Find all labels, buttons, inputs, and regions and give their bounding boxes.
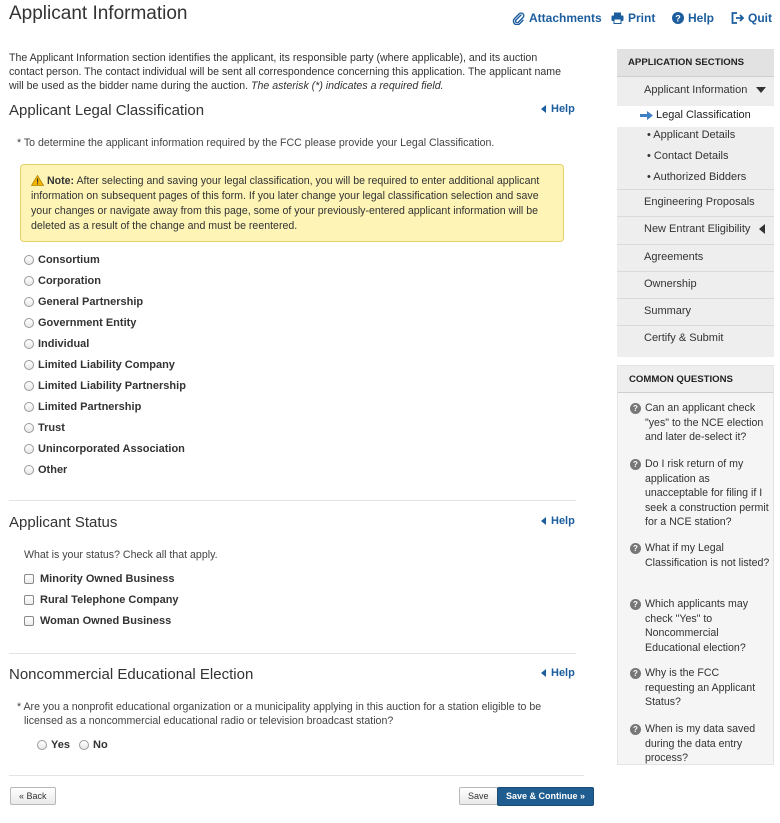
nce-question-line2: licensed as a noncommercial educational radio or television broadcast station? — [24, 715, 394, 727]
sidebar-item-certify-submit[interactable]: Certify & Submit — [644, 332, 724, 344]
question-icon: ? — [630, 724, 641, 735]
radio-button[interactable] — [37, 740, 47, 750]
question-link[interactable] — [630, 401, 770, 445]
question-text: Which applicants may check "Yes" to Noncommercial Educational election? — [645, 598, 749, 654]
help-label: Help — [551, 515, 575, 527]
status-minority-owned[interactable] — [24, 573, 174, 585]
nce-election-title: Noncommercial Educational Election — [9, 666, 254, 683]
caret-down-icon — [756, 87, 766, 93]
question-link[interactable] — [630, 666, 770, 710]
legal-option-government-entity[interactable] — [24, 317, 136, 329]
applicant-status-title: Applicant Status — [9, 514, 118, 531]
checkbox[interactable] — [24, 595, 34, 605]
help-label: Help — [551, 103, 575, 115]
checkbox[interactable] — [24, 574, 34, 584]
status-woman-owned[interactable] — [24, 615, 171, 627]
quit-link[interactable] — [731, 11, 772, 25]
legal-option-llc[interactable] — [24, 359, 175, 371]
warning-icon — [31, 175, 44, 186]
option-label: Corporation — [38, 275, 101, 287]
sidebar-divider — [617, 216, 774, 217]
status-question: What is your status? Check all that apply. — [24, 549, 218, 561]
common-questions-header: COMMON QUESTIONS — [618, 366, 773, 393]
radio-button[interactable] — [24, 402, 34, 412]
sidebar-divider — [617, 189, 774, 190]
printer-icon — [611, 12, 624, 24]
option-label: Limited Liability Company — [38, 359, 175, 371]
sign-out-icon — [731, 12, 744, 24]
page-title: Applicant Information — [9, 3, 188, 24]
help-label: Help — [688, 11, 715, 25]
print-label: Print — [628, 11, 656, 25]
sidebar-divider — [617, 325, 774, 326]
radio-button[interactable] — [24, 465, 34, 475]
radio-button[interactable] — [24, 339, 34, 349]
back-button[interactable]: « Back — [10, 787, 56, 805]
sidebar-sub-legal-classification[interactable]: Legal Classification — [656, 109, 751, 121]
asterisk-note: The asterisk (*) indicates a required field. — [251, 80, 444, 92]
legal-option-consortium[interactable] — [24, 254, 100, 266]
help-link-top[interactable] — [672, 11, 714, 25]
sidebar-item-new-entrant-eligibility[interactable]: New Entrant Eligibility — [644, 223, 751, 235]
question-link[interactable] — [630, 541, 770, 570]
legal-option-corporation[interactable] — [24, 275, 101, 287]
question-link[interactable] — [630, 722, 770, 766]
question-text: When is my data saved during the data entry process? — [645, 723, 756, 764]
question-text: What if my Legal Classification is not listed? — [645, 542, 770, 569]
save-continue-button[interactable]: Save & Continue » — [497, 787, 594, 806]
caret-left-icon — [759, 224, 765, 234]
question-text: Can an applicant check "yes" to the NCE election and later de-select it? — [645, 402, 764, 443]
caret-left-icon — [541, 517, 546, 525]
arrow-right-icon — [640, 111, 653, 120]
option-label: General Partnership — [38, 296, 144, 308]
legal-classification-help[interactable] — [541, 103, 575, 115]
nce-election-help[interactable] — [541, 667, 575, 679]
checkbox[interactable] — [24, 616, 34, 626]
sidebar-sub-applicant-details[interactable]: • Applicant Details — [647, 129, 736, 141]
question-text: Why is the FCC requesting an Applicant Status? — [645, 667, 756, 708]
sidebar-item-summary[interactable]: Summary — [644, 305, 692, 317]
option-label: Woman Owned Business — [40, 615, 172, 627]
legal-option-llp[interactable] — [24, 380, 186, 392]
question-text: Do I risk return of my application as unacceptable for filing if I seek a construction permit for a NCE station? — [645, 458, 769, 528]
application-sections-panel — [617, 49, 774, 357]
option-label: Minority Owned Business — [40, 573, 175, 585]
question-link[interactable] — [630, 457, 770, 530]
application-sections-header: APPLICATION SECTIONS — [617, 49, 774, 77]
status-rural-telephone[interactable] — [24, 594, 179, 606]
section-divider — [9, 775, 584, 776]
option-label: No — [93, 739, 108, 751]
option-label: Trust — [38, 422, 65, 434]
nce-question-line1: * Are you a nonprofit educational organization or a municipality applying in this auction for a station eligible to be — [17, 701, 542, 713]
warning-note — [20, 164, 564, 242]
option-label: Limited Liability Partnership — [38, 380, 186, 392]
legal-option-trust[interactable] — [24, 422, 65, 434]
radio-button[interactable] — [79, 740, 89, 750]
radio-button[interactable] — [24, 381, 34, 391]
radio-button[interactable] — [24, 255, 34, 265]
print-link[interactable] — [611, 11, 655, 25]
question-circle-icon — [672, 12, 684, 24]
sidebar-divider — [617, 244, 774, 245]
legal-classification-instruction: * To determine the applicant information required by the FCC please provide your Legal Classification. — [17, 137, 495, 149]
common-questions-panel — [617, 365, 774, 765]
legal-option-individual[interactable] — [24, 338, 89, 350]
paperclip-icon — [512, 12, 525, 25]
caret-left-icon — [541, 105, 546, 113]
legal-classification-title: Applicant Legal Classification — [9, 102, 205, 119]
sidebar-divider — [617, 298, 774, 299]
intro-paragraph: The Applicant Information section identifies the applicant, its responsible party (where applicable), and its auction contact person. The contact individual will be sent all correspondence concerning this application. The applicant name will be used as the bidder name during the auction. — [9, 52, 561, 92]
note-text: After selecting and saving your legal classification, you will be required to enter additional applicant information on subsequent pages of this form. If you later change your legal classification selection and save your changes or navigate away from this page, some of your previously-entered applicant information will be deleted as a result of the change and must be reentered. — [31, 175, 540, 232]
section-divider — [9, 500, 576, 501]
help-label: Help — [551, 667, 575, 679]
legal-option-general-partnership[interactable] — [24, 296, 143, 308]
sidebar-divider — [617, 271, 774, 272]
sidebar-item-engineering-proposals[interactable]: Engineering Proposals — [644, 196, 755, 208]
legal-option-unincorporated-association[interactable] — [24, 443, 185, 455]
question-icon: ? — [630, 599, 641, 610]
sidebar-sub-contact-details[interactable]: • Contact Details — [647, 150, 729, 162]
question-icon: ? — [630, 543, 641, 554]
nce-option-yes[interactable] — [37, 739, 70, 751]
radio-button[interactable] — [24, 423, 34, 433]
quit-label: Quit — [748, 11, 772, 25]
option-label: Government Entity — [38, 317, 137, 329]
attachments-label: Attachments — [529, 11, 602, 25]
radio-button[interactable] — [24, 297, 34, 307]
question-icon: ? — [630, 403, 641, 414]
section-divider — [9, 653, 576, 654]
question-icon: ? — [630, 668, 641, 679]
save-button[interactable]: Save — [459, 787, 498, 805]
sidebar-item-agreements[interactable]: Agreements — [644, 251, 704, 263]
sidebar-sub-authorized-bidders[interactable]: • Authorized Bidders — [647, 171, 747, 183]
radio-button[interactable] — [24, 276, 34, 286]
sidebar-item-applicant-information[interactable]: Applicant Information — [644, 84, 748, 96]
legal-option-other[interactable] — [24, 464, 67, 476]
option-label: Consortium — [38, 254, 100, 266]
option-label: Yes — [51, 739, 70, 751]
option-label: Rural Telephone Company — [40, 594, 179, 606]
svg-text:?: ? — [675, 13, 681, 24]
radio-button[interactable] — [24, 360, 34, 370]
question-icon: ? — [630, 459, 641, 470]
nce-option-no[interactable] — [79, 739, 108, 751]
option-label: Unincorporated Association — [38, 443, 185, 455]
legal-option-limited-partnership[interactable] — [24, 401, 141, 413]
radio-button[interactable] — [24, 318, 34, 328]
sidebar-item-ownership[interactable]: Ownership — [644, 278, 697, 290]
option-label: Other — [38, 464, 68, 476]
attachments-link[interactable] — [512, 11, 602, 25]
intro-text — [9, 51, 569, 93]
option-label: Limited Partnership — [38, 401, 142, 413]
note-label: Note: — [47, 175, 75, 187]
option-label: Individual — [38, 338, 90, 350]
radio-button[interactable] — [24, 444, 34, 454]
question-link[interactable] — [630, 597, 770, 655]
applicant-status-help[interactable] — [541, 515, 575, 527]
caret-left-icon — [541, 669, 546, 677]
